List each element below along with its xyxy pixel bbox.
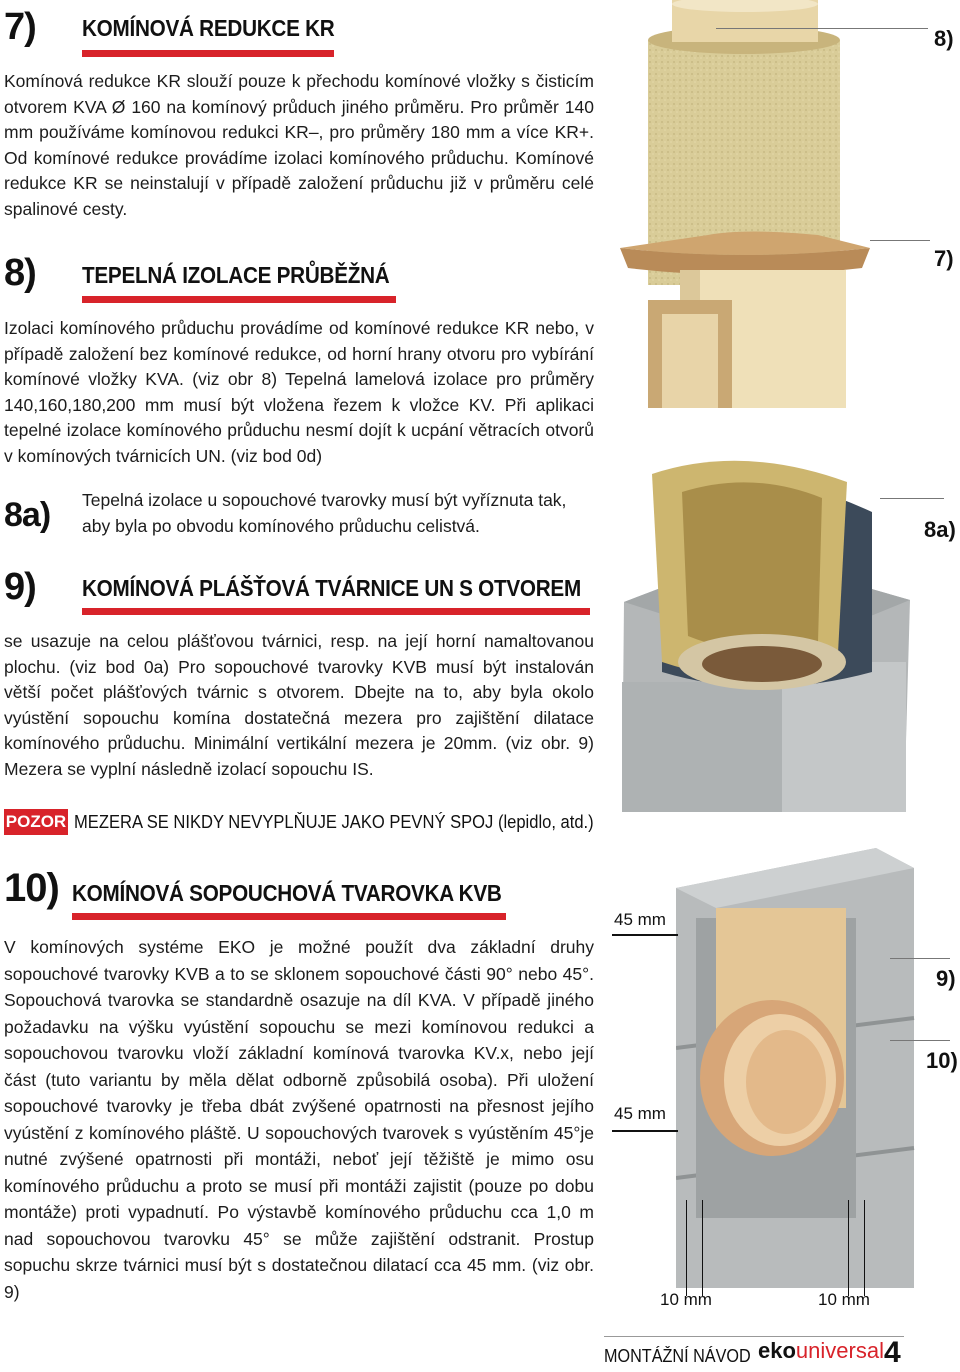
dim-tick-v3 bbox=[848, 1200, 849, 1296]
photo-flue-block bbox=[676, 848, 920, 1294]
section-8-rule bbox=[82, 296, 396, 303]
fig10-label: 10) bbox=[926, 1048, 958, 1073]
brand-eko: eko bbox=[758, 1338, 796, 1363]
section-7-title: KOMÍNOVÁ REDUKCE KR bbox=[82, 15, 335, 41]
section-8-title: TEPELNÁ IZOLACE PRŮBĚŽNÁ bbox=[82, 262, 390, 288]
dim-label-middle: 45 mm bbox=[614, 1104, 666, 1123]
page-number: 4 bbox=[884, 1336, 901, 1369]
photo-insulation-in-block bbox=[622, 452, 922, 812]
fig8a-label: 8a) bbox=[924, 517, 956, 542]
section-7-text: Komínová redukce KR slouží pouze k přechodu komínové vložky s čisticím otvorem KVA Ø 160 na komínový průduch jiného průměru. Pro průměr 140 mm používáme komínovou redukci KR–, pro průměry 180 mm a více KR+. Od komínové redukce provádíme izolaci komínového průduchu. Komínové redukce KR se neinstalují v případě založení průduchu již v průměru celé spalinové cesty. bbox=[4, 71, 594, 219]
section-8a-text: Tepelná izolace u sopouchové tvarovky musí být vyříznuta tak, aby byla po obvodu komínového průduchu celistvá. bbox=[82, 490, 567, 536]
section-10-title: KOMÍNOVÁ SOPOUCHOVÁ TVAROVKA KVB bbox=[72, 880, 502, 906]
dim-label-bottom-right: 10 mm bbox=[818, 1290, 870, 1309]
fig9-leader-line bbox=[890, 958, 950, 959]
section-7-number: 7) bbox=[4, 6, 36, 48]
footer-line bbox=[604, 1336, 904, 1337]
section-10-number: 10) bbox=[4, 866, 59, 910]
section-8-number: 8) bbox=[4, 252, 36, 294]
fig9-label: 9) bbox=[936, 966, 956, 991]
brand-universal: universal bbox=[795, 1338, 884, 1363]
dim-tick-v1 bbox=[686, 1200, 687, 1296]
dim-line-top bbox=[612, 934, 678, 936]
fig10-leader-line bbox=[890, 1040, 950, 1041]
fig8-label: 8) bbox=[934, 26, 954, 51]
dim-label-top: 45 mm bbox=[614, 910, 666, 929]
fig8-leader-line bbox=[716, 28, 928, 29]
dim-tick-v2 bbox=[702, 1200, 703, 1296]
section-8a-number: 8a) bbox=[4, 496, 51, 534]
pozor-badge: POZOR bbox=[4, 809, 68, 835]
section-9-title: KOMÍNOVÁ PLÁŠŤOVÁ TVÁRNICE UN S OTVOREM bbox=[82, 575, 581, 601]
dim-tick-v4 bbox=[864, 1200, 865, 1296]
section-8-text: Izolaci komínového průduchu provádíme od komínové redukce KR nebo, v případě založení bez komínové redukce, od horní hrany otvoru pro vybírání komínové vložky KVA. (viz obr 8) Tepelná lamelová izolace pro průměry 140,160,180,200 mm musí být vložena řezem k vložce KV. Při aplikaci tepelné izolace komínového průduchu nesmí dojít k ucpání větracích otvorů v komínových tvárnicích UN. (viz bod 0d) bbox=[4, 318, 594, 466]
section-9-number: 9) bbox=[4, 566, 36, 608]
section-9-text: se usazuje na celou plášťovou tvárnici, resp. na její horní namaltovanou plochu. (viz bod 0a) Pro sopouchové tvarovky KVB musí být instalován větší počet plášťových tvárnic s otvorem. Dbejte na to, aby byla okolo vyústění sopouchu komína dostatečná mezera pro zajištění dilatace komínového průduchu. Minimální vertikální mezera je 20mm. (viz obr. 9) Mezera se vyplní následně izolací sopouchu IS. bbox=[4, 631, 594, 779]
section-7-rule bbox=[82, 50, 334, 57]
footer-brand-logo bbox=[758, 1338, 884, 1364]
pozor-text: MEZERA SE NIKDY NEVYPLŇUJE JAKO PEVNÝ SPOJ (lepidlo, atd.) bbox=[74, 812, 594, 832]
section-10-rule bbox=[72, 913, 506, 920]
section-10-text: V komínových systéme EKO je možné použít dva základní druhy sopouchové tvarovky KVB a to se sklonem sopouchové části 90° nebo 45°. Sopouchová tvarovka se standardně osazuje na díl KVA. V případě jiného požadavku na výšku vyústění sopouchu se mezi komínovou redukci a sopouchovou tvarovku vloží základní komínová tvarovka KV.x, nebo její část (tuto variantu by měla dělat odborně způsobilá osoba). Při uložení sopouchové tvarovky je třeba dbát zvýšené opatrnosti na přesnost jejího vyústění z komínového pláště. U sopouchových tvarovek s vyústěním 45°je nutné zvýšené opatrnosti při montáži, neboť její těžiště je mimo osu komínového průduchu a proto se musí při montáži zajistit (pouze po dobu montáže) proti vypadnutí. Po výstavbě komínového průduchu cca 1,0 m nad sopouchovou tvarovku 45° se může zajištění odstranit. Prostup sopuchu skrze tvárnici musí být s dostatečnou dilatací cca 45 mm. (viz obr. 9) bbox=[4, 937, 594, 1302]
photo-chimney-liner-reducer bbox=[600, 0, 960, 410]
section-9-rule bbox=[82, 608, 590, 615]
dim-line-middle bbox=[612, 1130, 678, 1132]
footer-label: MONTÁŽNÍ NÁVOD bbox=[604, 1346, 751, 1366]
dim-label-bottom-left: 10 mm bbox=[660, 1290, 712, 1309]
fig7-leader-line bbox=[870, 240, 930, 241]
fig7-label: 7) bbox=[934, 246, 954, 271]
fig8a-leader-line bbox=[880, 498, 944, 499]
